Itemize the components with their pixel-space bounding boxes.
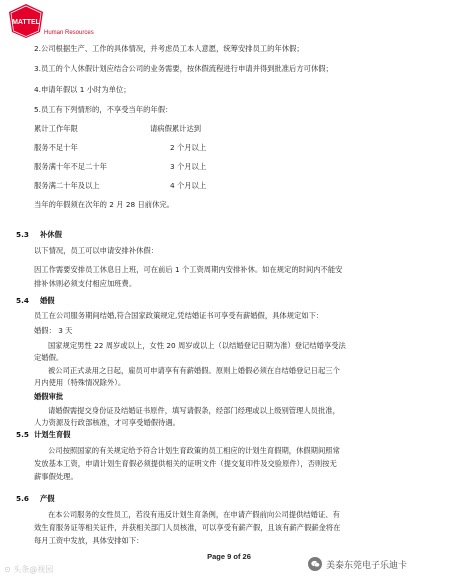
section-title: 补休假 xyxy=(40,230,62,239)
list-item: 4.申请年假以 1 小时为单位； xyxy=(34,85,131,94)
paragraph: 请婚假需提交身份证及结婚证书原件，填写请假条，经部门经理或以上级别管理人员批准， xyxy=(48,406,340,415)
section-number: 5.5 xyxy=(16,430,29,439)
paragraph: 员工在公司服务期间结婚,符合国家政策规定,凭结婚证书可享受有薪婚假，具体规定如下： xyxy=(34,311,324,320)
subsection-title: 婚假审批 xyxy=(34,392,64,401)
table-cell: 服务不足十年 xyxy=(34,143,78,152)
section-title: 产假 xyxy=(40,494,55,503)
section-title: 婚假 xyxy=(40,296,55,305)
table-cell: 3 个月以上 xyxy=(170,162,207,171)
paragraph: 每月工资中发放，具体安排如下： xyxy=(34,536,144,545)
paragraph: 发放基本工资，申请计划生育假必须提供相关的证明文件（提交复印件及交验原件），否则按无 xyxy=(34,459,337,468)
paragraph: 国家规定男性 22 周岁或以上，女性 20 周岁或以上（以结婚登记日期为准）登记结婚享受法 xyxy=(48,341,346,350)
watermark-right xyxy=(308,557,407,571)
table-header-sickleave: 请病假累计达到 xyxy=(150,124,202,133)
table-cell: 4 个月以上 xyxy=(170,181,207,190)
list-item: 5.员工有下列情形的，不享受当年的年假： xyxy=(34,105,173,114)
paragraph: 公司按照国家的有关规定给予符合计划生育政策的员工相应的计划生育假期，休假期间照常 xyxy=(48,446,340,455)
paragraph: 排补休则必须支付相应加班费。 xyxy=(34,279,137,288)
wechat-icon xyxy=(308,557,322,571)
watermark-right-text: 美泰东莞电子乐迪卡 xyxy=(326,560,408,571)
paragraph: 因工作需要安排员工休息日上班，可在前后 1 个工资周期内安排补休。如在规定的时间内不能安 xyxy=(34,265,343,274)
section-number: 5.6 xyxy=(16,494,29,503)
page-number: Page 9 of 26 xyxy=(207,552,251,561)
section-number: 5.4 xyxy=(16,296,29,305)
paragraph: 婚假： 3 天 xyxy=(34,326,73,335)
table-cell: 服务满二十年及以上 xyxy=(34,181,100,190)
paragraph: 效生育服务证等相关证件，并获相关部门人员核准，可以享受有薪产假，且该有薪产假薪金将在 xyxy=(34,523,341,532)
table-cell: 服务满十年不足二十年 xyxy=(34,162,107,171)
closing-note: 当年的年假须在次年的 2 月 28 日前休完。 xyxy=(34,200,174,209)
paragraph: 人力资源及行政部核准，才可享受婚假待遇。 xyxy=(34,418,180,427)
paragraph: 月内使用（特殊情况除外）。 xyxy=(34,378,126,387)
paragraph: 被公司正式录用之日起，雇员可申请享有有薪婚假。原则上婚假必须在自结婚登记日起三个 xyxy=(48,366,340,375)
section-number: 5.3 xyxy=(16,230,29,239)
svg-text:MATTEL: MATTEL xyxy=(12,19,40,26)
mattel-logo xyxy=(6,2,46,40)
section-title: 计划生育假 xyxy=(34,430,71,439)
list-item: 3.员工的个人休假计划应结合公司的业务需要，按休假流程进行申请并得到批准后方可休假； xyxy=(34,64,333,73)
table-header-years: 累计工作年限 xyxy=(34,124,78,133)
table-cell: 2 个月以上 xyxy=(170,143,207,152)
list-item: 2.公司根据生产、工作的具体情况，并考虑员工本人意愿，统筹安排员工的年休假； xyxy=(34,44,304,53)
watermark-left: ⊙ 头条@视园 xyxy=(4,565,54,574)
paragraph: 以下情况，员工可以申请安排补休假： xyxy=(34,246,159,255)
paragraph: 定婚假。 xyxy=(34,353,64,362)
paragraph: 薪事假处理。 xyxy=(34,472,78,481)
department-label: Human Resources xyxy=(44,30,94,36)
paragraph: 在本公司服务的女性员工，若没有违反计划生育条例，在申请产假前向公司提供结婚证、有 xyxy=(48,510,340,519)
